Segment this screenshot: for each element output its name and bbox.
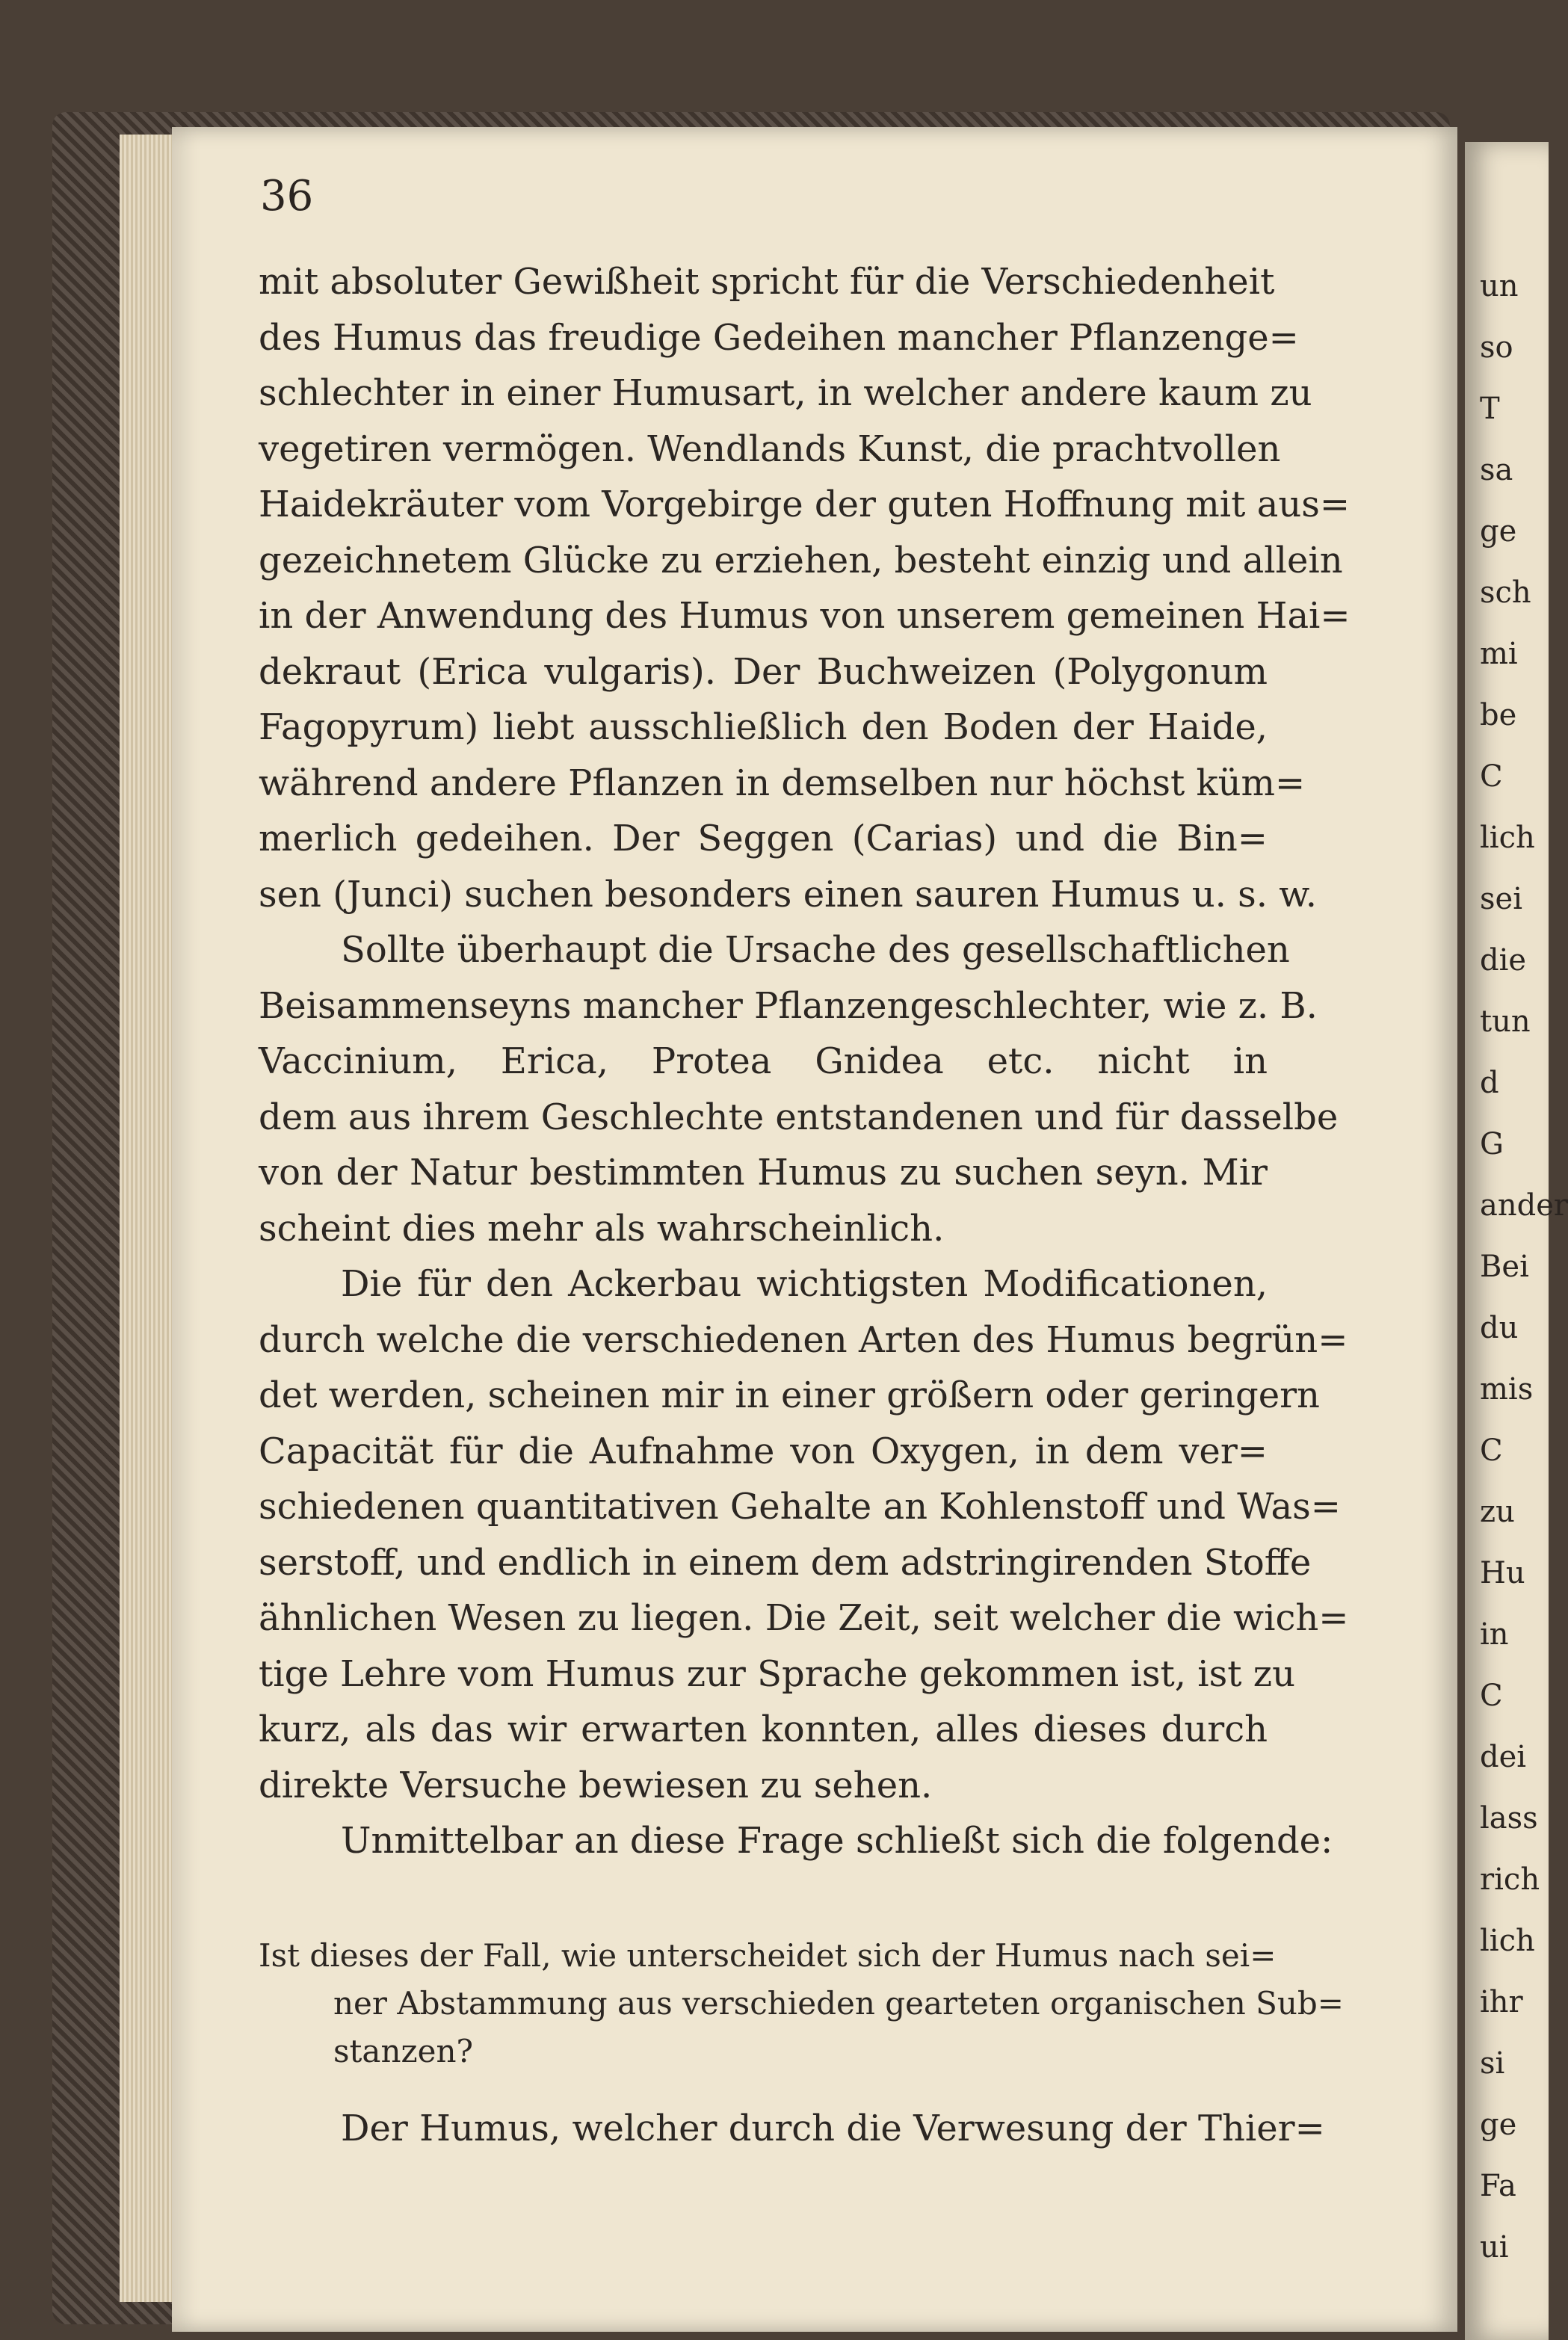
next-page-fragment: un <box>1480 269 1519 303</box>
page-number: 36 <box>260 172 314 220</box>
next-page-fragment: C <box>1480 1433 1503 1468</box>
text-line: schiedenen quantitativen Gehalte an Kohlenstoff und Was= <box>259 1486 1341 1528</box>
final-line: Der Humus, welcher durch die Verwesung der Thier= <box>341 2108 1325 2149</box>
next-page-fragment: C <box>1480 1679 1503 1713</box>
next-page-fragment: sa <box>1480 453 1513 487</box>
text-line: vegetiren vermögen. Wendlands Kunst, die prachtvollen <box>259 427 1281 470</box>
text-line: tige Lehre vom Humus zur Sprache gekommen ist, ist zu <box>259 1652 1296 1695</box>
text-line: Sollte überhaupt die Ursache des gesellschaftlichen <box>341 929 1290 971</box>
text-line: Capacität für die Aufnahme von Oxygen, in dem ver= <box>259 1430 1268 1472</box>
text-line: durch welche die verschiedenen Arten des Humus begrün= <box>259 1318 1348 1361</box>
next-page-fragment: mis <box>1480 1372 1534 1407</box>
next-page-fragment: die <box>1480 943 1527 978</box>
text-line: schlechter in einer Humusart, in welcher andere kaum zu <box>259 372 1312 414</box>
next-page-fragment: C <box>1480 759 1503 794</box>
next-page-fragment: rich <box>1480 1862 1540 1897</box>
text-line: direkte Versuche bewiesen zu sehen. <box>259 1764 933 1806</box>
next-page-fragment: si <box>1480 2046 1505 2081</box>
text-line: merlich gedeihen. Der Seggen (Carias) und die Bin= <box>259 818 1268 859</box>
next-page-fragment: dei <box>1480 1740 1527 1774</box>
text-line: dekraut (Erica vulgaris). Der Buchweizen (Polygonum <box>259 650 1268 693</box>
next-page-fragment: sei <box>1480 882 1522 916</box>
text-line: Fagopyrum) liebt ausschließlich den Boden der Haide, <box>259 706 1268 748</box>
next-page-fragment: be <box>1480 698 1517 732</box>
text-line: mit absoluter Gewißheit spricht für die Verschiedenheit <box>259 261 1275 303</box>
text-line: gezeichnetem Glücke zu erziehen, besteht einzig und allein <box>259 539 1343 581</box>
text-line: sen (Junci) suchen besonders einen sauren Humus u. s. w. <box>259 873 1317 916</box>
next-page-fragment: in <box>1480 1617 1509 1652</box>
text-line: dem aus ihrem Geschlechte entstandenen und für dasselbe <box>259 1096 1339 1138</box>
next-page-fragment: so <box>1480 330 1513 365</box>
next-page-fragment: tun <box>1480 1004 1531 1039</box>
question-line: ner Abstammung aus verschieden gearteten organischen Sub= <box>333 1985 1344 2022</box>
text-line: Haidekräuter vom Vorgebirge der guten Hoffnung mit aus= <box>259 484 1351 525</box>
next-page-fragment: zu <box>1480 1495 1515 1529</box>
question-block <box>259 1932 1344 2075</box>
next-page-fragment: T <box>1480 392 1500 426</box>
body-text <box>259 254 1351 1869</box>
next-page-fragment: G <box>1480 1127 1504 1161</box>
text-line: serstoff, und endlich in einem dem adstringirenden Stoffe <box>259 1541 1312 1584</box>
next-page-fragment: ihr <box>1480 1985 1523 2019</box>
text-line: während andere Pflanzen in demselben nur höchst küm= <box>259 762 1306 804</box>
next-page-fragment: sch <box>1480 575 1531 610</box>
text-line: det werden, scheinen mir in einer größern oder geringern <box>259 1374 1320 1416</box>
text-line: kurz, als das wir erwarten konnten, alles dieses durch <box>259 1708 1268 1750</box>
text-line: Beisammenseyns mancher Pflanzengeschlechter, wie z. B. <box>259 984 1318 1027</box>
next-page-fragment: Bei <box>1480 1250 1529 1284</box>
adjacent-page-edge <box>1465 142 1568 2340</box>
text-line: von der Natur bestimmten Humus zu suchen seyn. Mir <box>259 1152 1268 1194</box>
next-page-fragment: mi <box>1480 637 1518 671</box>
next-page-fragment: Hu <box>1480 1556 1525 1590</box>
question-line: stanzen? <box>333 2033 474 2069</box>
next-page-fragment: lich <box>1480 1924 1535 1958</box>
text-line: Die für den Ackerbau wichtigsten Modificationen, <box>341 1263 1268 1305</box>
next-page-fragment: ge <box>1480 514 1517 549</box>
next-page-fragment: d <box>1480 1066 1499 1100</box>
next-page-fragment: lass <box>1480 1801 1538 1836</box>
text-line: in der Anwendung des Humus von unserem gemeinen Hai= <box>259 595 1351 637</box>
next-page-fragment: ui <box>1480 2230 1509 2265</box>
next-page-fragment: ge <box>1480 2108 1517 2142</box>
next-page-fragment: lich <box>1480 821 1535 855</box>
text-line: scheint dies mehr als wahrscheinlich. <box>259 1207 945 1250</box>
text-line: Vaccinium, Erica, Protea Gnidea etc. nicht in <box>259 1040 1268 1082</box>
question-line: Ist dieses der Fall, wie unterscheidet sich der Humus nach sei= <box>259 1937 1277 1974</box>
text-line: Unmittelbar an diese Frage schließt sich die folgende: <box>341 1820 1333 1862</box>
next-page-fragment: du <box>1480 1311 1519 1345</box>
next-page-fragment: Fa <box>1480 2169 1516 2203</box>
next-page-fragment: ander <box>1480 1188 1568 1223</box>
text-line: des Humus das freudige Gedeihen mancher Pflanzenge= <box>259 316 1299 359</box>
text-line: ähnlichen Wesen zu liegen. Die Zeit, seit welcher die wich= <box>259 1597 1349 1639</box>
